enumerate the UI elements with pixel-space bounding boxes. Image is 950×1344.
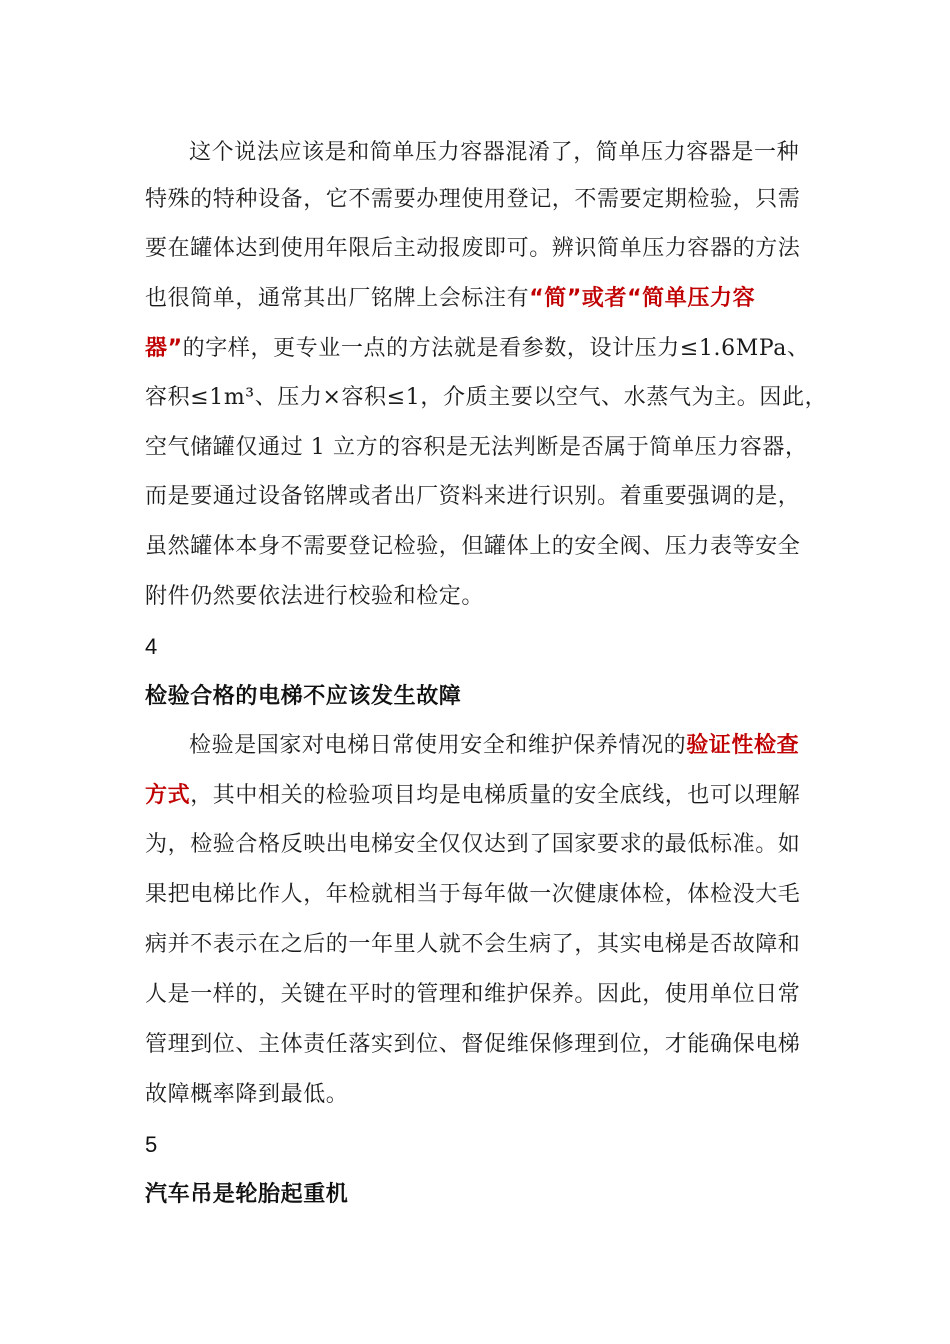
text-span: 也很简单，通常其出厂铭牌上会标注有 <box>145 286 530 311</box>
paragraph-line <box>145 284 755 314</box>
paragraph-line: 特殊的特种设备，它不需要办理使用登记，不需要定期检验，只需 <box>145 187 801 212</box>
paragraph-line: 虽然罐体本身不需要登记检验，但罐体上的安全阀、压力表等安全 <box>145 534 801 559</box>
paragraph-line <box>145 781 800 811</box>
section-heading: 汽车吊是轮胎起重机 <box>145 1182 349 1207</box>
paragraph-line: 管理到位、主体责任落实到位、督促维保修理到位，才能确保电梯 <box>145 1032 801 1057</box>
highlighted-text: 方式 <box>145 783 191 808</box>
section-number: 4 <box>145 634 158 659</box>
paragraph-line: 空气储罐仅通过 1 立方的容积是无法判断是否属于简单压力容器， <box>145 435 808 460</box>
text-span: 的字样，更专业一点的方法就是看参数，设计压力≤1.6MPa、 <box>182 336 810 361</box>
paragraph-line: 要在罐体达到使用年限后主动报废即可。辨识简单压力容器的方法 <box>145 236 801 261</box>
paragraph-line: 病并不表示在之后的一年里人就不会生病了，其实电梯是否故障和 <box>145 932 801 957</box>
section-heading: 检验合格的电梯不应该发生故障 <box>145 684 462 709</box>
section-number: 5 <box>145 1132 158 1157</box>
text-span: 检验是国家对电梯日常使用安全和维护保养情况的 <box>189 733 687 758</box>
paragraph-line: 这个说法应该是和简单压力容器混淆了，简单压力容器是一种 <box>189 140 800 165</box>
paragraph-line: 果把电梯比作人，年检就相当于每年做一次健康体检，体检没大毛 <box>145 882 801 907</box>
highlighted-text: “简”或者“简单压力容 <box>529 286 756 311</box>
paragraph-line <box>189 731 799 761</box>
paragraph-line: 容积≤1m³、压力×容积≤1，介质主要以空气、水蒸气为主。因此， <box>145 385 828 410</box>
paragraph-line <box>145 334 810 364</box>
paragraph-line: 故障概率降到最低。 <box>145 1082 349 1107</box>
text-span: ，其中相关的检验项目均是电梯质量的安全底线，也可以理解 <box>190 783 801 808</box>
paragraph-line: 而是要通过设备铭牌或者出厂资料来进行识别。着重要强调的是， <box>145 484 801 509</box>
highlighted-text: 器” <box>145 336 183 361</box>
highlighted-text: 验证性检查 <box>686 733 800 758</box>
paragraph-line: 附件仍然要依法进行校验和检定。 <box>145 584 485 609</box>
paragraph-line: 人是一样的，关键在平时的管理和维护保养。因此，使用单位日常 <box>145 982 801 1007</box>
paragraph-line: 为，检验合格反映出电梯安全仅仅达到了国家要求的最低标准。如 <box>145 832 801 857</box>
